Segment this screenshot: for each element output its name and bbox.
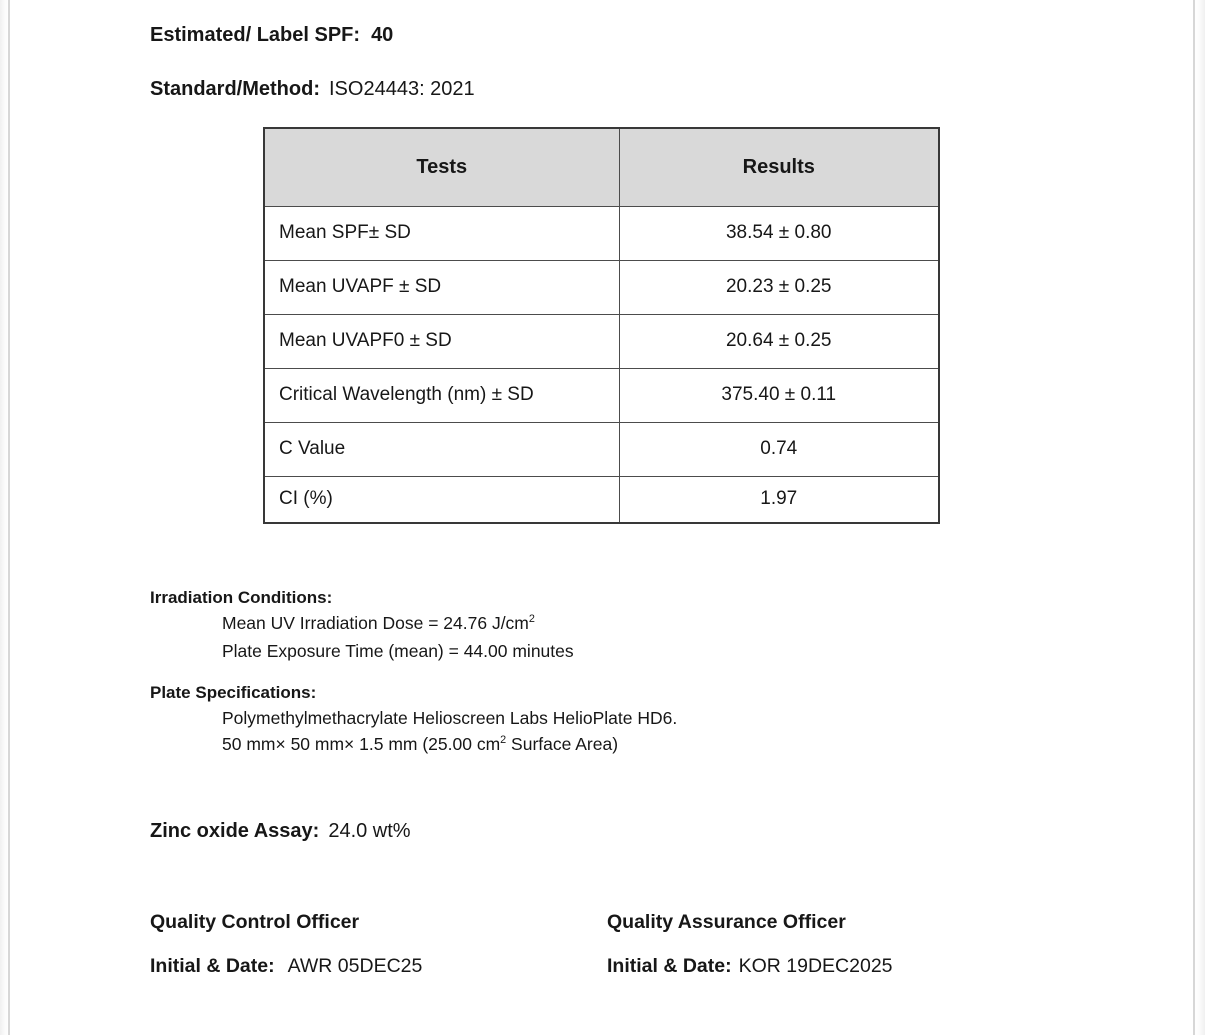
result-value-cell: 375.40 ± 0.11 <box>619 368 939 422</box>
qa-initial-date-line <box>607 955 893 978</box>
qa-initial-date-label: Initial & Date: <box>607 955 732 977</box>
plate-dimensions-line <box>222 734 618 755</box>
page-edge-left-line <box>8 0 10 1035</box>
irradiation-dose-line <box>222 613 535 634</box>
standard-method-label: Standard/Method: <box>150 78 320 100</box>
qc-initial-date-line <box>150 955 422 978</box>
quality-assurance-officer-title: Quality Assurance Officer <box>607 911 846 933</box>
test-results-table <box>263 127 940 524</box>
test-name-cell: Mean UVAPF0 ± SD <box>264 314 619 368</box>
estimated-spf-value: 40 <box>371 24 394 46</box>
irradiation-dose-text: Mean UV Irradiation Dose = 24.76 J/cm <box>222 613 529 633</box>
qc-initial-date-value: AWR 05DEC25 <box>287 955 423 977</box>
result-value-cell: 20.23 ± 0.25 <box>619 260 939 314</box>
plate-exposure-time-line: Plate Exposure Time (mean) = 44.00 minutes <box>222 641 574 661</box>
test-name-cell: CI (%) <box>264 476 619 523</box>
quality-control-officer-title: Quality Control Officer <box>150 911 360 933</box>
table-row <box>264 206 939 260</box>
estimated-spf-label: Estimated/ Label SPF: <box>150 24 361 46</box>
qc-initial-date-label: Initial & Date: <box>150 955 275 977</box>
zinc-oxide-assay-value: 24.0 wt% <box>328 820 411 842</box>
plate-specifications-heading: Plate Specifications: <box>150 683 317 702</box>
result-value-cell: 0.74 <box>619 422 939 476</box>
plate-dimensions-text: 50 mm× 50 mm× 1.5 mm (25.00 cm <box>222 734 501 754</box>
plate-dimensions-superscript: 2 <box>500 734 507 747</box>
result-value-cell: 20.64 ± 0.25 <box>619 314 939 368</box>
irradiation-dose-superscript: 2 <box>528 613 535 626</box>
page-edge-right <box>1195 0 1205 1035</box>
qa-initial-date-value: KOR 19DEC2025 <box>738 955 893 977</box>
standard-method-line <box>150 78 475 101</box>
test-name-cell: Mean UVAPF ± SD <box>264 260 619 314</box>
plate-surface-area-text: Surface Area) <box>506 734 619 754</box>
standard-method-value: ISO24443: 2021 <box>329 78 475 100</box>
tests-column-header: Tests <box>264 128 619 206</box>
table-row <box>264 314 939 368</box>
results-column-header: Results <box>619 128 939 206</box>
result-value-cell: 38.54 ± 0.80 <box>619 206 939 260</box>
plate-material-line: Polymethylmethacrylate Helioscreen Labs HelioPlate HD6. <box>222 708 678 728</box>
test-name-cell: Critical Wavelength (nm) ± SD <box>264 368 619 422</box>
result-value-cell: 1.97 <box>619 476 939 523</box>
estimated-label-spf-line <box>150 24 393 47</box>
test-name-cell: Mean SPF± SD <box>264 206 619 260</box>
zinc-oxide-assay-line <box>150 820 411 843</box>
table-row <box>264 476 939 523</box>
table-row <box>264 422 939 476</box>
table-row <box>264 368 939 422</box>
table-header-row <box>264 128 939 206</box>
table-row <box>264 260 939 314</box>
zinc-oxide-assay-label: Zinc oxide Assay: <box>150 820 320 842</box>
irradiation-conditions-heading: Irradiation Conditions: <box>150 588 333 607</box>
test-name-cell: C Value <box>264 422 619 476</box>
